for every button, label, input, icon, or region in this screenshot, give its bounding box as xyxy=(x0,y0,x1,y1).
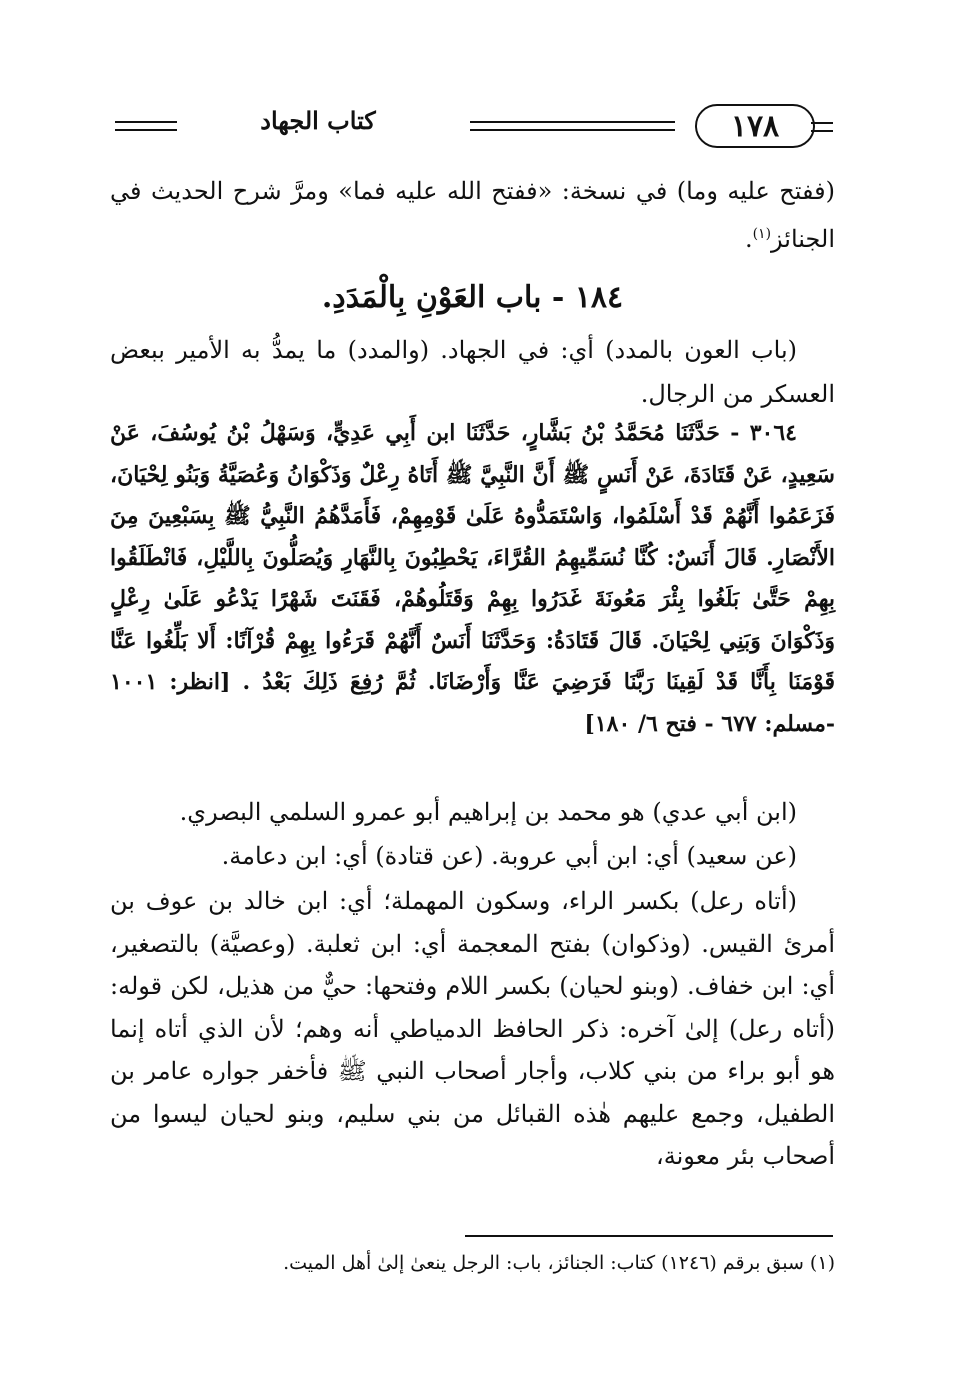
commentary-narrators xyxy=(110,790,835,878)
header-left-rule xyxy=(115,121,177,131)
header-right-rule xyxy=(811,122,833,124)
intro-text: (ففتح عليه وما) في نسخة: «ففتح الله عليه فما» ومرَّ شرح الحديث في الجنائز xyxy=(110,177,835,253)
hadith-text: ٣٠٦٤ - حَدَّثَنَا مُحَمَّدُ بْنُ بَشَّارٍ، حَدَّثَنَا ابن أَبِي عَدِيٍّ، وَسَهْلُ بْنُ يُوسُفَ، عَنْ سَعِيدٍ، عَنْ قَتَادَةَ، عَنْ أَنَسٍ ﷺ أَنَّ النَّبِيَّ ﷺ أَتَاهُ رِعْلٌ وَذَكْوَانُ وَعُصَيَّةُ وَبَنُو لِحْيَانَ، فَزَعَمُوا أَنَّهُمْ قَدْ أَسْلَمُوا، وَاسْتَمَدُّوهُ عَلَىٰ قَوْمِهِمْ، فَأَمَدَّهُمُ النَّبِيُّ ﷺ بِسَبْعِينَ مِنَ الأَنْصَارِ. قَالَ أَنَسٌ: كُنَّا نُسَمِّيهِمُ القُرَّاءَ، يَحْطِبُونَ بِالنَّهَارِ وَيُصَلُّونَ بِاللَّيْلِ، فَانْطَلَقُوا بِهِمْ حَتَّىٰ بَلَغُوا بِئْرَ مَعُونَةَ غَدَرُوا بِهِمْ وَقَتَلُوهُمْ، فَقَنَتَ شَهْرًا يَدْعُو عَلَىٰ رِعْلٍ وَذَكْوَانَ وَبَنِي لِحْيَانَ. قَالَ قَتَادَةُ: وَحَدَّثَنَا أَنَسٌ أَنَّهُمْ قَرَءُوا بِهِمْ قُرْآنًا: أَلا بَلِّغُوا عَنَّا قَوْمَنَا بِأَنَّا قَدْ لَقِينَا رَبَّنَا فَرَضِيَ عَنَّا وَأَرْضَانَا. ثُمَّ رُفِعَ ذَلِكَ بَعْدُ . [انظر: ١٠٠١ -مسلم: ٦٧٧ - فتح ٦/ ١٨٠] xyxy=(110,420,835,737)
footnote-divider xyxy=(465,1235,833,1237)
book-title: كتاب الجهاد xyxy=(260,106,376,135)
commentary-line-1: (ابن أبي عدي) هو محمد بن إبراهيم أبو عمرو السلمي البصري. xyxy=(179,798,797,826)
chapter-explanation xyxy=(110,328,835,416)
footnote-ref: (١) xyxy=(752,226,772,242)
commentary-line-2: (عن سعيد) أي: ابن أبي عروبة. (عن قتادة) أي: ابن دعامة. xyxy=(221,842,797,870)
intro-paragraph: (ففتح عليه وما) في نسخة: «ففتح الله عليه فما» ومرَّ شرح الحديث في الجنائز$^{(١)}$. xyxy=(110,177,835,253)
header-middle-rule xyxy=(470,121,675,131)
page-header xyxy=(115,100,833,152)
footnote: (١) سبق برقم (١٢٤٦) كتاب: الجنائز، باب: الرجل ينعىٰ إلىٰ أهل الميت. xyxy=(283,1252,835,1274)
chapter-explanation-text: (باب العون بالمدد) أي: في الجهاد. (والمدد) ما يمدُّ به الأمير ببعض العسكر من الرجال. xyxy=(110,336,835,408)
header-right-rule-lower xyxy=(811,130,833,132)
commentary-tribes-text: (أتاه رعل) بكسر الراء، وسكون المهملة؛ أي: ابن خالد بن عوف بن أمرئ القيس. (وذكوان) بفتح المعجمة أي: ابن ثعلبة. (وعصيَّة) بالتصغير، أي: ابن خفاف. (وبنو لحيان) بكسر اللام وفتحها: حيٌّ من هذيل، لكن قوله: (أتاه رعل) إلىٰ آخره: ذكر الحافظ الدمياطي أنه وهم؛ لأن الذي أتاه إنما هو أبو براء من بني كلاب، وأجار أصحاب النبي ﷺ فأخفر جواره عامر بن الطفيل، وجمع عليهم هٰذه القبائل من بني سليم، وبنو لحيان ليسوا من أصحاب بئر معونة، xyxy=(110,887,836,1170)
chapter-heading: ١٨٤ - باب العَوْنِ بِالْمَدَدِ. xyxy=(321,280,624,315)
hadith-block xyxy=(110,413,835,745)
page-number: ١٧٨ xyxy=(695,104,815,148)
commentary-tribes xyxy=(110,880,835,1178)
